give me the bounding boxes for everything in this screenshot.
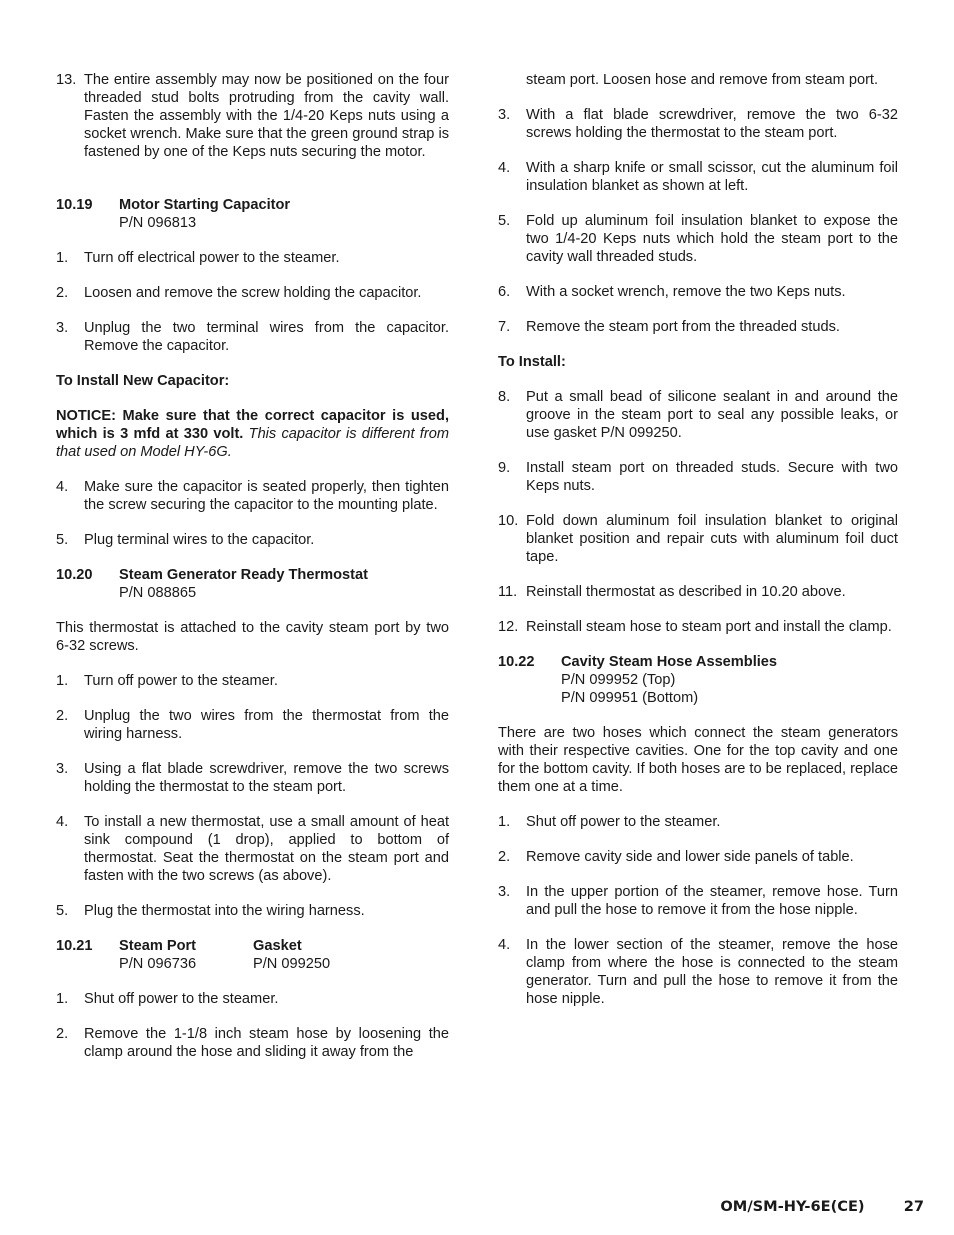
step-number: 8.: [498, 389, 511, 405]
section-number: 10.21: [56, 938, 93, 954]
step-number: 9.: [498, 460, 511, 476]
list-item: [498, 618, 898, 636]
step-text: Turn off electrical power to the steamer.: [84, 250, 340, 266]
section-number: 10.19: [56, 197, 93, 213]
install-capacitor-heading: To Install New Capacitor:: [56, 373, 230, 389]
notice-italic: This capacitor is different from that used on Model HY-6G.: [56, 426, 449, 460]
section-10-22-heading: [498, 653, 898, 707]
step-number: 2.: [56, 285, 69, 301]
list-item: [56, 319, 449, 355]
step-number: 1.: [498, 814, 511, 830]
right-column: [498, 71, 898, 1008]
step-text: Install steam port on threaded studs. Secure with two Keps nuts.: [526, 460, 898, 494]
step-number: 10.: [498, 513, 519, 529]
list-item: [56, 990, 449, 1008]
part-number-secondary: P/N 099951 (Bottom): [561, 690, 699, 706]
list-item: [498, 388, 898, 442]
step-text: Unplug the two wires from the thermostat from the wiring harness.: [84, 708, 449, 742]
list-item: [56, 813, 449, 885]
step-number: 2.: [56, 708, 69, 724]
step-text: Shut off power to the steamer.: [84, 991, 279, 1007]
step-number: 4.: [498, 160, 511, 176]
step-number: 1.: [56, 250, 69, 266]
list-item: [498, 283, 898, 301]
list-item: [498, 936, 898, 1008]
list-item: [498, 813, 898, 831]
list-item: [498, 106, 898, 142]
step-number: 4.: [56, 479, 69, 495]
section-10-20-heading: [56, 566, 449, 602]
list-item: [56, 249, 449, 267]
step-number: 3.: [56, 320, 69, 336]
step-number: 6.: [498, 284, 511, 300]
step-number: 5.: [56, 532, 69, 548]
list-item: [56, 707, 449, 743]
section-10-21-heading: [56, 937, 449, 973]
part-number: P/N 088865: [119, 585, 197, 601]
step-text: Remove the steam port from the threaded studs.: [526, 319, 840, 335]
step-text: Reinstall thermostat as described in 10.20 above.: [526, 584, 846, 600]
step-text: Put a small bead of silicone sealant in and around the groove in the steam port to seal any possible leaks, or use gasket P/N 099250.: [526, 389, 898, 441]
section-title: Steam Generator Ready Thermostat: [119, 567, 368, 583]
step-number: 7.: [498, 319, 511, 335]
step-number: 5.: [498, 213, 511, 229]
step-number: 4.: [498, 937, 511, 953]
step-text: With a flat blade screwdriver, remove the two 6-32 screws holding the thermostat to the steam port.: [526, 107, 898, 141]
step-text: Fold down aluminum foil insulation blanket to original blanket position and repair cuts with aluminum foil duct tape.: [526, 513, 898, 565]
step-text: In the lower section of the steamer, remove the hose clamp from where the hose is connected to the steam generator. Turn and pull the hose to remove it from the hose nipple.: [526, 937, 898, 1007]
part-number-secondary: P/N 099250: [253, 956, 331, 972]
step-number: 12.: [498, 619, 519, 635]
step-number: 1.: [56, 673, 69, 689]
section-title-secondary: Gasket: [253, 938, 302, 954]
step-number: 3.: [498, 107, 511, 123]
step-number: 4.: [56, 814, 69, 830]
step-text: Shut off power to the steamer.: [526, 814, 721, 830]
list-item: [56, 284, 449, 302]
step-text: Fold up aluminum foil insulation blanket to expose the two 1/4-20 Keps nuts which hold the steam port to the cavity wall threaded studs.: [526, 213, 898, 265]
step-text: Using a flat blade screwdriver, remove the two screws holding the thermostat to the steam port.: [84, 761, 449, 795]
section-number: 10.22: [498, 654, 535, 670]
step-text: With a socket wrench, remove the two Keps nuts.: [526, 284, 846, 300]
page-footer: [720, 1198, 924, 1215]
document-code: OM/SM-HY-6E(CE): [720, 1198, 865, 1215]
section-10-19-heading: [56, 196, 449, 232]
page-number: 27: [903, 1198, 924, 1215]
step-number: 2.: [56, 1026, 69, 1042]
list-item: [56, 672, 449, 690]
step-text: The entire assembly may now be positioned on the four threaded stud bolts protruding from the cavity wall. Fasten the assembly with the 1/4-20 Keps nuts using a socket wrench. Make sure that the green ground strap is fastened by one of the Keps nuts securing the motor.: [84, 72, 449, 160]
notice-paragraph: [56, 407, 449, 461]
step-number: 13.: [56, 72, 77, 88]
list-item: [498, 159, 898, 195]
step-text: Remove cavity side and lower side panels of table.: [526, 849, 854, 865]
list-item: [56, 531, 449, 549]
part-number: P/N 099952 (Top): [561, 672, 676, 688]
list-item: [498, 459, 898, 495]
step-text: Unplug the two terminal wires from the capacitor. Remove the capacitor.: [84, 320, 449, 354]
notice-bold: NOTICE: Make sure that the correct capacitor is used, which is 3 mfd at 330 volt.: [56, 408, 449, 442]
step-number: 11.: [498, 584, 518, 600]
hose-intro: There are two hoses which connect the steam generators with their respective cavities. One for the top cavity and one for the bottom cavity. If both hoses are to be replaced, replace them one at a time.: [498, 725, 898, 795]
list-item: [498, 512, 898, 566]
step-number: 3.: [56, 761, 69, 777]
list-item: [498, 883, 898, 919]
list-item: [56, 902, 449, 920]
step-text: Reinstall steam hose to steam port and install the clamp.: [526, 619, 892, 635]
list-item: [498, 583, 898, 601]
left-column: [56, 71, 449, 1061]
step-text: With a sharp knife or small scissor, cut the aluminum foil insulation blanket as shown at left.: [526, 160, 898, 194]
continued-text: steam port. Loosen hose and remove from steam port.: [526, 72, 879, 88]
section-title: Cavity Steam Hose Assemblies: [561, 654, 778, 670]
step-13: [56, 71, 449, 161]
step-text: Turn off power to the steamer.: [84, 673, 278, 689]
step-text: Make sure the capacitor is seated properly, then tighten the screw securing the capacitor to the mounting plate.: [84, 479, 449, 513]
step-number: 3.: [498, 884, 511, 900]
list-item: [498, 212, 898, 266]
section-title: Steam Port: [119, 938, 197, 954]
part-number: P/N 096736: [119, 956, 197, 972]
list-item: [498, 318, 898, 336]
part-number: P/N 096813: [119, 215, 197, 231]
step-number: 1.: [56, 991, 69, 1007]
list-item: [498, 848, 898, 866]
step-number: 5.: [56, 903, 69, 919]
step-text: Loosen and remove the screw holding the capacitor.: [84, 285, 422, 301]
step-number: 2.: [498, 849, 511, 865]
section-number: 10.20: [56, 567, 93, 583]
step-text: To install a new thermostat, use a small amount of heat sink compound (1 drop), applied to bottom of thermostat. Seat the thermostat on the steam port and fasten with the two screws (as above).: [84, 814, 449, 884]
list-item: [56, 478, 449, 514]
list-item: [56, 760, 449, 796]
install-heading: To Install:: [498, 354, 566, 370]
step-text: Remove the 1-1/8 inch steam hose by loosening the clamp around the hose and sliding it away from the: [84, 1026, 449, 1060]
thermostat-intro: This thermostat is attached to the cavity steam port by two 6-32 screws.: [56, 620, 449, 654]
step-text: In the upper portion of the steamer, remove hose. Turn and pull the hose to remove it from the hose nipple.: [526, 884, 898, 918]
section-title: Motor Starting Capacitor: [119, 197, 291, 213]
step-text: Plug the thermostat into the wiring harness.: [84, 903, 365, 919]
step-text: Plug terminal wires to the capacitor.: [84, 532, 315, 548]
list-item: [56, 1025, 449, 1061]
